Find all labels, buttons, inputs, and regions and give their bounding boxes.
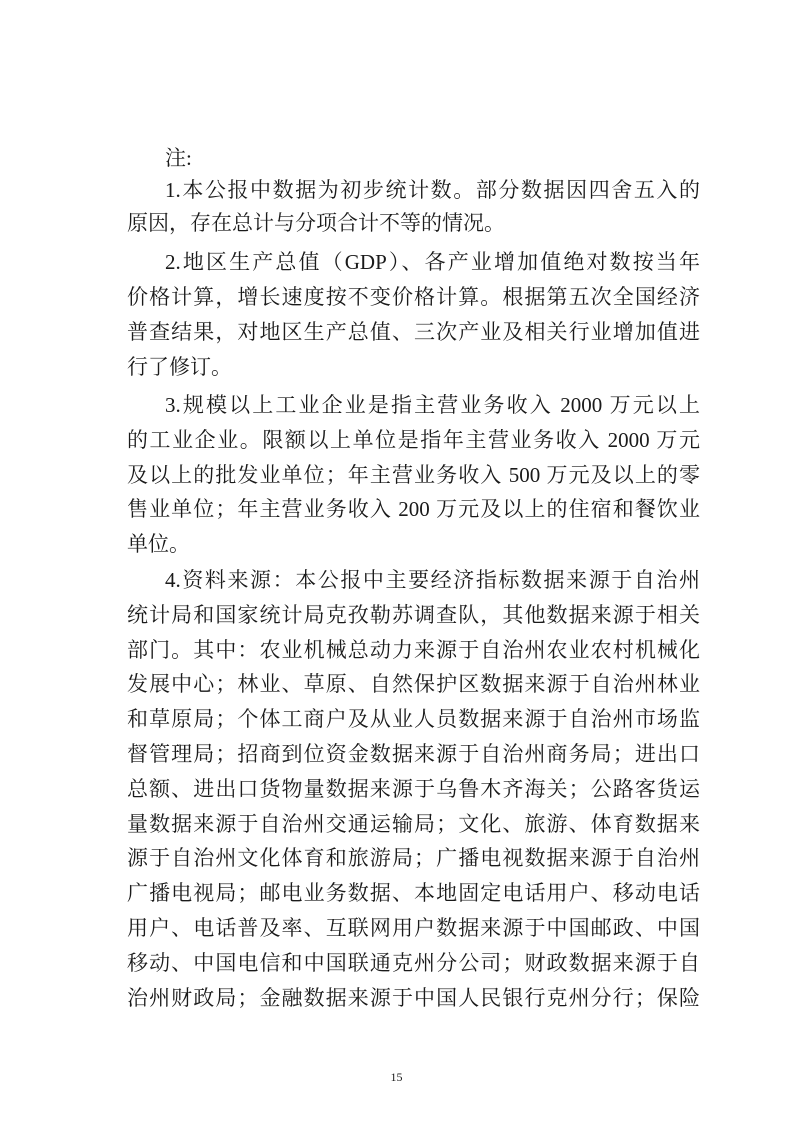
text-line: 和草原局；个体工商户及从业人员数据来源于自治州市场监 bbox=[127, 707, 700, 731]
text-line: 治州财政局；金融数据来源于中国人民银行克州分行；保险 bbox=[127, 986, 700, 1010]
text-line: 售业单位；年主营业务收入 200 万元及以上的住宿和餐饮业 bbox=[127, 497, 700, 521]
text-line: 广播电视局；邮电业务数据、本地固定电话用户、移动电话 bbox=[127, 881, 700, 905]
text-line: 价格计算，增长速度按不变价格计算。根据第五次全国经济 bbox=[127, 285, 700, 309]
text-line: 及以上的批发业单位；年主营业务收入 500 万元及以上的零 bbox=[127, 463, 700, 487]
text-line: 普查结果，对地区生产总值、三次产业及相关行业增加值进 bbox=[127, 320, 700, 344]
text-line: 统计局和国家统计局克孜勒苏调查队，其他数据来源于相关 bbox=[127, 603, 700, 627]
text-line: 3.规模以上工业企业是指主营业务收入 2000 万元以上 bbox=[165, 393, 700, 417]
text-line: 2.地区生产总值（GDP）、各产业增加值绝对数按当年 bbox=[165, 250, 700, 274]
text-line: 部门。其中：农业机械总动力来源于自治州农业农村机械化 bbox=[127, 638, 700, 662]
text-line: 督管理局；招商到位资金数据来源于自治州商务局；进出口 bbox=[127, 742, 700, 766]
text-line: 原因，存在总计与分项合计不等的情况。 bbox=[127, 211, 505, 235]
text-line: 源于自治州文化体育和旅游局；广播电视数据来源于自治州 bbox=[127, 846, 700, 870]
text-line: 的工业企业。限额以上单位是指年主营业务收入 2000 万元 bbox=[127, 428, 700, 452]
text-line: 单位。 bbox=[127, 532, 190, 556]
text-line: 用户、电话普及率、互联网用户数据来源于中国邮政、中国 bbox=[127, 916, 700, 940]
text-line: 4.资料来源：本公报中主要经济指标数据来源于自治州 bbox=[165, 568, 700, 592]
text-line: 行了修订。 bbox=[127, 355, 232, 379]
text-line: 移动、中国电信和中国联通克州分公司；财政数据来源于自 bbox=[127, 951, 700, 975]
text-line: 总额、进出口货物量数据来源于乌鲁木齐海关；公路客货运 bbox=[127, 777, 700, 801]
text-line: 发展中心；林业、草原、自然保护区数据来源于自治州林业 bbox=[127, 672, 700, 696]
notes-heading: 注: bbox=[165, 146, 192, 170]
text-line: 量数据来源于自治州交通运输局；文化、旅游、体育数据来 bbox=[127, 812, 700, 836]
page-number: 15 bbox=[390, 1070, 403, 1084]
text-line: 1.本公报中数据为初步统计数。部分数据因四舍五入的 bbox=[165, 178, 700, 202]
